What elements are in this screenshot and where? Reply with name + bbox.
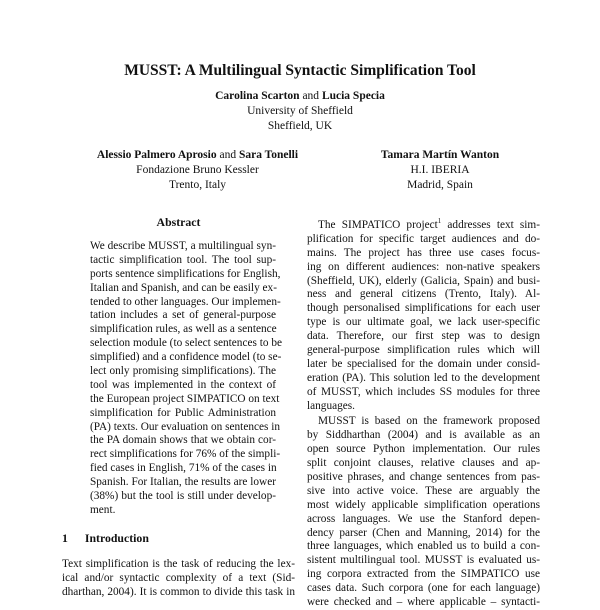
text-line: ment. — [90, 503, 116, 516]
text-line: were checked and – where applicable – syntacti- — [307, 596, 540, 609]
right-column-body — [307, 219, 540, 610]
text-line: data. Therefore, our first step was to design — [307, 330, 540, 343]
text-line: ness and general citizens (Trento, Italy). Al- — [307, 288, 540, 301]
text-line: positive phrases, and change sentences from pas- — [307, 471, 540, 484]
author-name: Lucia Specia — [321, 90, 385, 102]
text-line: ing corpora extracted from the SIMPATICO use — [307, 568, 540, 581]
abstract-heading: Abstract — [156, 215, 201, 229]
text-line: (38%) but the tool is still under develop- — [90, 490, 276, 503]
section-number: 1 — [62, 531, 68, 545]
section-heading — [62, 531, 149, 546]
text-line: Text simplification is the task of reducing the lex- — [62, 558, 295, 570]
intro-body — [62, 558, 295, 600]
abstract-body — [90, 240, 282, 518]
location: Madrid, Spain — [407, 179, 473, 191]
text-line: general-purpose simplification rules which will — [307, 344, 540, 357]
text-line: lect only promising simplifications). The — [90, 365, 276, 378]
text-line: sistent multilingual tool. MUSST is evaluated us- — [307, 554, 540, 567]
text: The SIMPATICO project — [318, 219, 438, 231]
location: Sheffield, UK — [267, 120, 333, 132]
text-line: tactic simplification tool. The tool sup- — [90, 253, 276, 266]
affiliation: University of Sheffield — [247, 105, 353, 117]
text-line: of MUSST, which includes SS modules for three — [307, 385, 540, 398]
author-name: Alessio Palmero Aprosio — [96, 149, 217, 161]
text-line: Italian and Spanish, and can be easily ex- — [90, 281, 277, 294]
text-line: three languages, which enabled us to build a con- — [307, 540, 540, 553]
text-line: the European project SIMPATICO on text — [90, 392, 280, 405]
section-title: Introduction — [84, 531, 149, 545]
text-line: tool was implemented in the context of — [90, 378, 276, 391]
text-line: simplification for Public Administration — [90, 406, 276, 419]
text-line: plification for specific target audiences and do- — [307, 232, 540, 245]
text-line: MUSST is based on the framework proposed — [318, 415, 540, 428]
text-line: dency parser (Chen and Manning, 2014) for the — [307, 526, 540, 539]
text-line: selection module (to select sentences to be — [90, 337, 282, 350]
text-line: dharthan, 2004). It is common to divide this task in — [62, 585, 295, 598]
location: Trento, Italy — [168, 179, 227, 191]
text-line: languages. — [307, 399, 355, 412]
author-line-1 — [0, 90, 600, 102]
author-name: Sara Tonelli — [238, 149, 299, 161]
text-line: ical and/or syntactic complexity of a text (Sid- — [62, 571, 295, 584]
text-line: most widely applicable simplification operations — [307, 498, 540, 511]
author-name: Carolina Scarton — [215, 90, 300, 102]
affiliation: H.I. IBERIA — [410, 164, 470, 176]
text-line: simplified) and a confidence model (to se- — [90, 351, 282, 364]
text-line: (PA) texts. Our evaluation on sentences in — [90, 420, 281, 433]
text-line: ports sentence simplifications for English, — [90, 267, 281, 280]
text-line: sive into active voice. These are arguably the — [307, 484, 540, 497]
text-line: type is our ultimate goal, we lack user-specific — [307, 316, 540, 329]
text-line: We describe MUSST, a multilingual syn- — [90, 240, 276, 252]
text-line: the PA domain shows that we obtain cor- — [90, 434, 276, 447]
text-line: simplification rules, as well as a sentence — [90, 323, 277, 336]
text-line: mains. The project has three use cases focus- — [307, 246, 540, 259]
author-name: Tamara Martín Wanton — [380, 149, 500, 161]
text: addresses text sim- — [441, 219, 540, 231]
text-line: by Siddharthan (2004) and is available as an — [307, 429, 540, 442]
text-line: eration (PA). This solution led to the development — [307, 371, 540, 384]
affiliation: Fondazione Bruno Kessler — [136, 164, 259, 176]
text-line: Spanish. For Italian, the results are lower — [90, 476, 276, 489]
paragraph-line — [307, 219, 540, 233]
text-line: though personalised simplifications for each user — [307, 302, 540, 315]
text-line: cases data. Such corpora (one for each language) — [307, 582, 540, 595]
text-line: later be specialised for the domain under consid- — [307, 357, 540, 370]
paper-title: MUSST: A Multilingual Syntactic Simplification Tool — [124, 62, 476, 79]
text-line: (Sheffield, UK), elderly (Galicia, Spain) and busi- — [307, 274, 540, 287]
and-text: and — [302, 90, 320, 102]
text-line: rect simplifications for 76% of the simpli- — [90, 448, 281, 461]
text-line: split conjoint clauses, relative clauses and ap- — [307, 457, 540, 470]
text-line: across languages. We use the Stanford depen- — [307, 512, 540, 525]
text-line: fied cases in English, 71% of the cases in — [90, 462, 277, 475]
author-line-2 — [55, 149, 340, 161]
and-text: and — [219, 149, 237, 161]
text-line: tation includes a set of general-purpose — [90, 309, 276, 322]
text-line: ing on different audiences: non-native speakers — [307, 260, 540, 273]
text-line: open source Python implementation. Our rules — [307, 443, 540, 456]
footnote-mark: 1 — [437, 217, 442, 226]
text-line: tended to other languages. Our implemen- — [90, 295, 281, 308]
